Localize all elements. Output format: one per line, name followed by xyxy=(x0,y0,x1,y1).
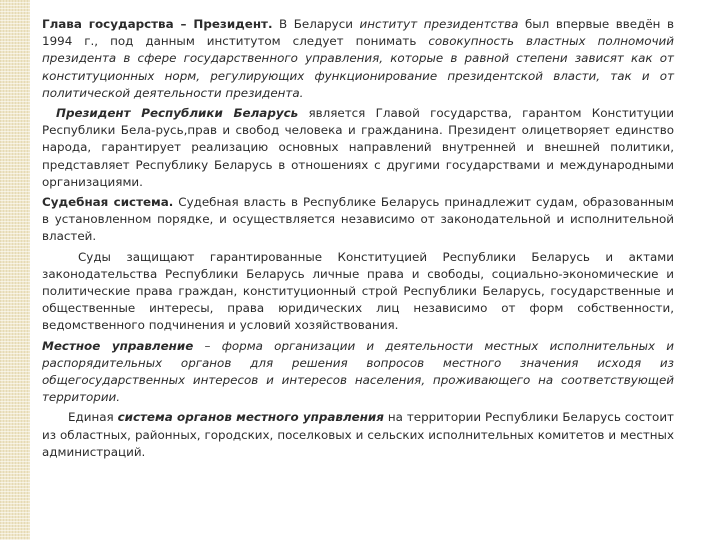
paragraph-president xyxy=(42,105,674,191)
definition-presidency: совокупность властных полномочий президента в сфере государственного управления, которые в равной степени зависят как от конституционных норм, регулирующих функционирование президентской власти, так и от политической деятельности президента. xyxy=(42,34,674,100)
text-segment: был впервые введён в 1994 г., под данным институтом следует понимать xyxy=(42,17,674,49)
paragraph-judicial-system xyxy=(42,194,674,246)
term-institution-of-presidency: институт президентства xyxy=(359,17,519,31)
term-local-bodies-system: система органов местного управления xyxy=(117,410,384,425)
document-body xyxy=(42,16,674,464)
decorative-side-stripe xyxy=(0,0,30,540)
paragraph-local-bodies xyxy=(42,409,674,461)
text-segment: Суды защищают гарантированные Конституцией Республики Беларусь и актами законодательства Республики Беларусь личные права и свободы, социально-экономические и политические права граждан, конституционный строй Республики Беларусь, государственные и общественные интересы, права юридических лиц независимо от форм собственности, ведомственного подчинения и условий хозяйствования. xyxy=(42,249,674,333)
paragraph-local-government xyxy=(42,338,674,407)
paragraph-head-of-state xyxy=(42,16,674,102)
term-president: Президент Республики Беларусь xyxy=(56,106,299,121)
term-judicial-system: Судебная система. xyxy=(42,195,174,210)
definition-local-government: – форма организации и деятельности местных исполнительных и распорядительных органов для решения вопросов местного значения исходя из общегосударственных интересов и интересов населения, проживающего на соответствующей территории. xyxy=(42,338,674,405)
text-segment: является Главой государства, гарантом Конституции Республики Бела-русь,прав и свобод человека и гражданина. Президент олицетворяет единство народа, гарантирует реализацию основных направлений внутренней и внешней политики, представляет Республику Беларусь в отношениях с другими государствами и международными организациями. xyxy=(42,106,674,189)
text-segment: Единая xyxy=(68,410,118,425)
text-segment: В Беларуси xyxy=(272,17,360,31)
term-local-government: Местное управление xyxy=(42,338,194,353)
term-head-of-state: Глава государства – Президент. xyxy=(42,17,273,31)
paragraph-courts xyxy=(42,249,674,335)
text-segment: Судебная власть в Республике Беларусь принадлежит судам, образованным в установленном порядке, и осуществляется независимо от законодательной и исполнительной властей. xyxy=(42,195,674,244)
text-segment: на территории Республики Беларусь состоит из областных, районных, городских, поселковых и сельских исполнительных комитетов и местных администраций. xyxy=(42,410,674,459)
